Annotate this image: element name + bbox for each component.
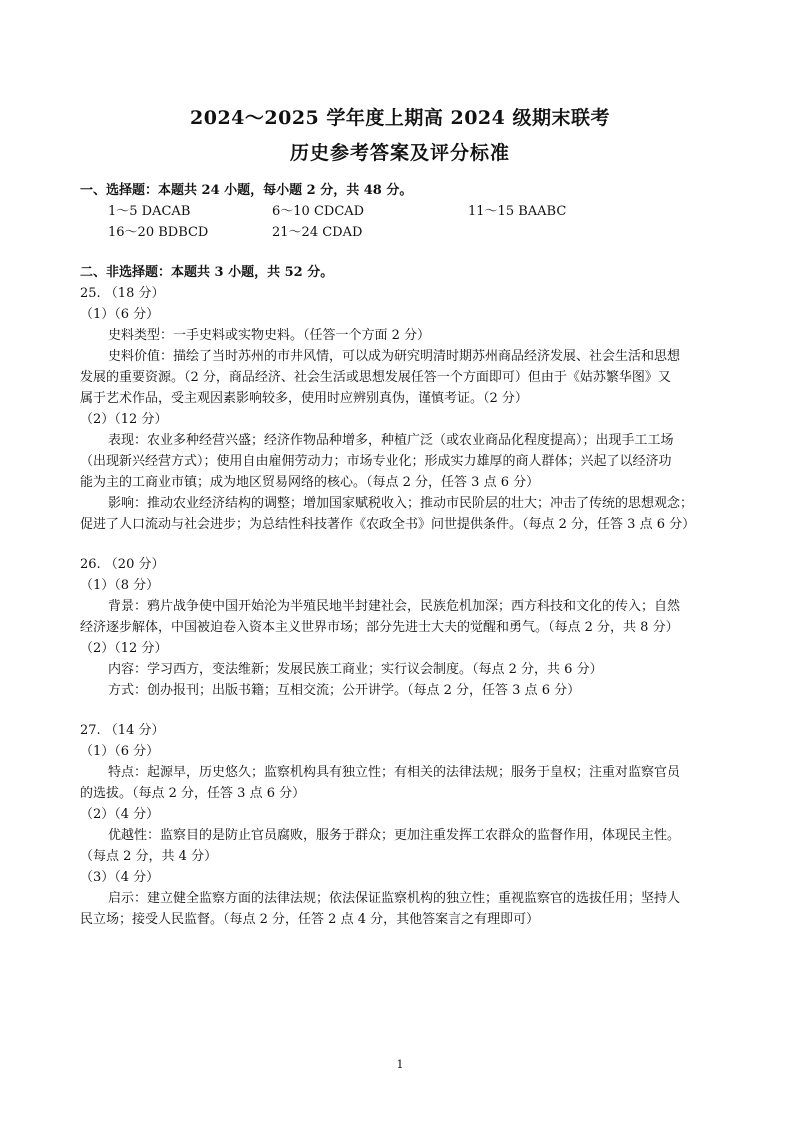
q27-part3-line: 启示：建立健全监察方面的法律法规；依法保证监察机构的独立性；重视监察官的选拔任用；坚持人	[108, 891, 681, 906]
mc-answer-6-10: 6～10 CDCAD	[272, 204, 365, 219]
q27-part1-line: 的选拔。（每点 2 分，任答 3 点 6 分）	[80, 786, 306, 801]
q26-part1-line: 背景：鸦片战争使中国开始沦为半殖民地半封建社会，民族危机加深；西方科技和文化的传入；自然	[108, 599, 681, 614]
q27-part1-label: （1）（6 分）	[80, 744, 160, 759]
q25-part2-line: 表现：农业多种经营兴盛；经济作物品种增多，种植广泛（或农业商品化程度提高）；出现手工工场	[108, 433, 674, 448]
page-number: 1	[396, 1058, 404, 1071]
q27-part1-line: 特点：起源早，历史悠久；监察机构具有独立性；有相关的法律法规；服务于皇权；注重对监察官员	[108, 765, 681, 780]
q25-part1-line: 属于艺术作品，受主观因素影响较多，使用时应辨别真伪，谨慎考证。（2 分）	[80, 391, 528, 406]
mc-answer-21-24: 21～24 CDAD	[272, 225, 363, 240]
q27-part3-line: 民立场；接受人民监督。（每点 2 分，任答 2 点 4 分，其他答案言之有理即可）	[80, 912, 540, 927]
q27-part2-label: （2）（4 分）	[80, 807, 160, 822]
q25-part2-line: 影响：推动农业经济结构的调整；增加国家赋税收入；推动市民阶层的壮大；冲击了传统的思想观念；	[108, 496, 694, 511]
mc-answer-11-15: 11～15 BAABC	[468, 204, 567, 219]
q26-part1-label: （1）（8 分）	[80, 578, 160, 593]
section2-heading: 二、非选择题：本题共 3 小题，共 52 分。	[80, 265, 334, 280]
document-title: 2024～2025 学年度上期高 2024 级期末联考	[190, 107, 610, 129]
q26-number: 26. （20 分）	[80, 557, 165, 572]
mc-answer-1-5: 1～5 DACAB	[108, 204, 191, 219]
q25-part1-line: 史料类型：一手史料或实物史料。（任答一个方面 2 分）	[108, 328, 431, 343]
q26-part1-line: 经济逐步解体，中国被迫卷入资本主义世界市场；部分先进士大夫的觉醒和勇气。（每点 2 分，共 8 分）	[80, 620, 679, 635]
q26-part2-line: 内容：学习西方，变法维新；发展民族工商业；实行议会制度。（每点 2 分，共 6 分）	[108, 662, 603, 677]
q25-part2-label: （2）（12 分）	[80, 412, 168, 427]
q27-part3-label: （3）（4 分）	[80, 870, 160, 885]
q25-part1-label: （1）（6 分）	[80, 307, 160, 322]
q25-part2-line: （出现新兴经营方式）；使用自由雇佣劳动力；市场专业化；形成实力雄厚的商人群体；兴起了以经济功	[80, 454, 672, 469]
q26-part2-line: 方式：创办报刊；出版书籍；互相交流；公开讲学。（每点 2 分，任答 3 点 6 分）	[108, 683, 581, 698]
q27-part2-line: 优越性：监察目的是防止官员腐败，服务于群众；更加注重发挥工农群众的监督作用，体现民主性。	[108, 828, 681, 843]
q25-part1-line: 发展的重要资源。（2 分，商品经济、社会生活或思想发展任答一个方面即可）但由于《姑苏繁华图》又	[80, 370, 671, 385]
q25-part2-line: 能为主的工商业市镇；成为地区贸易网络的核心。（每点 2 分，任答 3 点 6 分）	[80, 475, 540, 490]
q25-number: 25. （18 分）	[80, 286, 165, 301]
q27-part2-line: （每点 2 分，共 4 分）	[80, 849, 218, 864]
document-subtitle: 历史参考答案及评分标准	[289, 142, 510, 164]
q26-part2-label: （2）（12 分）	[80, 641, 168, 656]
q25-part2-line: 促进了人口流动与社会进步；为总结性科技著作《农政全书》问世提供条件。（每点 2 分，任答 3 点 6 分）	[80, 517, 696, 532]
section1-heading: 一、选择题：本题共 24 小题，每小题 2 分，共 48 分。	[80, 183, 413, 198]
q27-number: 27. （14 分）	[80, 723, 165, 738]
mc-answer-16-20: 16～20 BDBCD	[108, 225, 209, 240]
q25-part1-line: 史料价值：描绘了当时苏州的市井风情，可以成为研究明清时期苏州商品经济发展、社会生活和思想	[108, 349, 681, 364]
